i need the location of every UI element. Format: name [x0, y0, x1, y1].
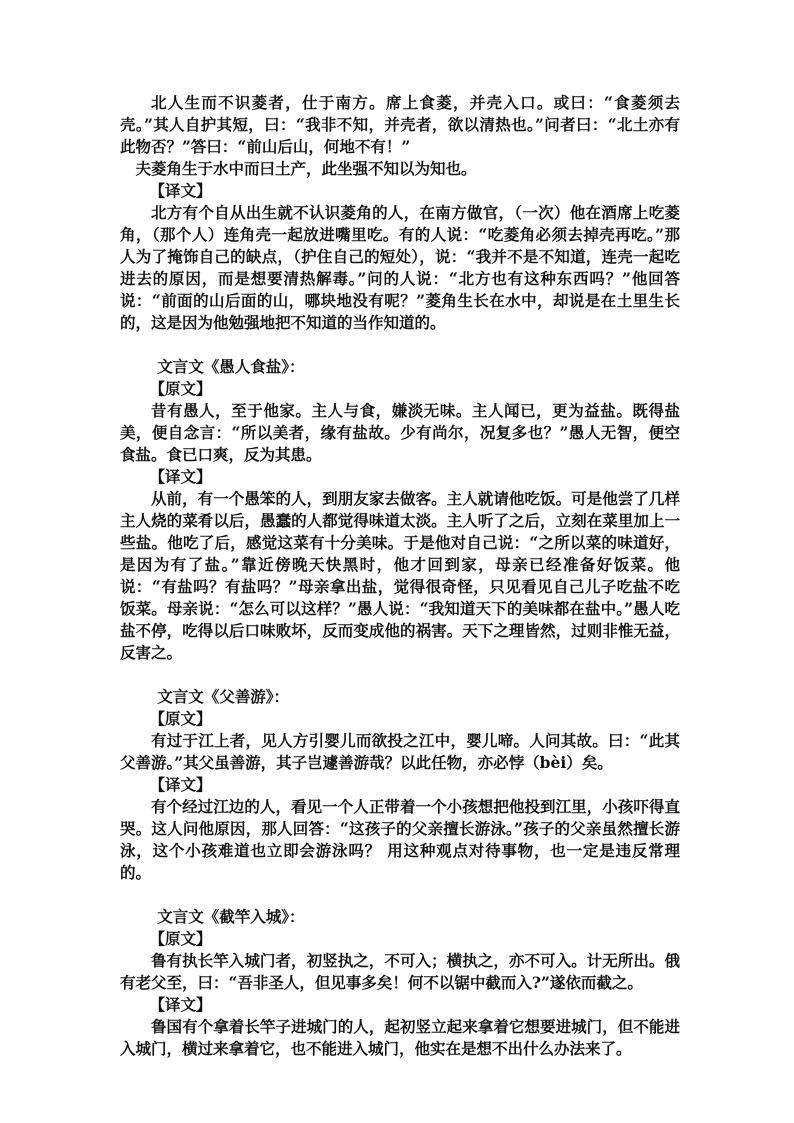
document-page	[120, 92, 680, 1060]
story3-original-paragraph: 有过于江上者，见人方引婴儿而欲投之江中，婴儿啼。人问其故。曰：“此其父善游。”其父虽善游，其子岂遽善游哉？以此任物，亦必悖（bèi）矣。	[120, 731, 680, 772]
section-spacer	[120, 334, 680, 356]
story3-translation-paragraph: 有个经过江边的人，看见一个人正带着一个小孩想把他投到江里，小孩吓得直哭。这人问他原因，那人回答：“这孩子的父亲擅长游泳。”孩子的父亲虽然擅长游泳，这个小孩难道也立即会游泳吗？ 用这种观点对待事物，也一定是违反常理的。	[120, 797, 680, 882]
section-spacer	[120, 664, 680, 686]
story4-original-paragraph: 鲁有执长竿入城门者，初竖执之，不可入；横执之，亦不可入。计无所出。俄有老父至，曰：“吾非圣人，但见事多矣！何不以锯中截而入?”遂依而截之。	[120, 951, 680, 992]
story2-translation-paragraph: 从前，有一个愚笨的人，到朋友家去做客。主人就请他吃饭。可是他尝了几样主人烧的菜肴以后，愚蠢的人都觉得味道太淡。主人听了之后，立刻在菜里加上一些盐。他吃了后，感觉这菜有十分美味。于是他对自己说：“之所以菜的味道好，是因为有了盐。”靠近傍晚天快黑时，他才回到家，母亲已经准备好饭菜。他说：“有盐吗？有盐吗？”母亲拿出盐，觉得很奇怪，只见看见自己儿子吃盐不吃饭菜。母亲说：“怎么可以这样？”愚人说：“我知道天下的美味都在盐中。”愚人吃盐不停，吃得以后口味败坏，反而变成他的祸害。天下之理皆然，过则非惟无益，反害之。	[120, 489, 680, 662]
story3-original-label: 【原文】	[149, 709, 212, 728]
story1-commentary-paragraph: 夫菱角生于水中而曰土产，此坐强不知以为知也。	[135, 159, 477, 178]
story2-translation-label: 【译文】	[149, 467, 212, 486]
story3-translation-label: 【译文】	[149, 775, 212, 794]
story1-original-paragraph: 北人生而不识菱者，仕于南方。席上食菱，并壳入口。或曰：“食菱须去壳。”其人自护其短，曰：“我非不知，并壳者，欲以清热也。”问者曰：“北土亦有此物否？”答曰：“前山后山，何地不有！”	[120, 93, 680, 156]
story4-title: 文言文《截竿入城》：	[157, 907, 305, 926]
story2-title: 文言文《愚人食盐》：	[157, 357, 305, 376]
story1-translation-label: 【译文】	[149, 181, 212, 200]
story2-original-paragraph: 昔有愚人，至于他家。主人与食，嫌淡无味。主人闻已，更为益盐。既得盐美，便自念言：“所以美者，缘有盐故。少有尚尔，况复多也？”愚人无智，便空食盐。食已口爽，反为其患。	[120, 401, 680, 464]
story4-original-label: 【原文】	[149, 929, 212, 948]
story1-translation-paragraph: 北方有个自从出生就不认识菱角的人，在南方做官，（一次）他在酒席上吃菱角，（那个人）连角壳一起放进嘴里吃。有的人说：“吃菱角必须去掉壳再吃。”那人为了掩饰自己的缺点，（护住自己的短处），说：“我并不是不知道，连壳一起吃进去的原因，而是想要清热解毒。”问的人说：“北方也有这种东西吗？”他回答说：“前面的山后面的山，哪块地没有呢？”菱角生长在水中，却说是在土里生长的，这是因为他勉强地把不知道的当作知道的。	[120, 203, 680, 332]
story2-original-label: 【原文】	[149, 379, 212, 398]
section-spacer	[120, 884, 680, 906]
story3-title: 文言文《父善游》：	[157, 687, 289, 706]
story4-translation-label: 【译文】	[149, 995, 212, 1014]
story4-translation-paragraph: 鲁国有个拿着长竿子进城门的人，起初竖立起来拿着它想要进城门，但不能进入城门，横过来拿着它，也不能进入城门，他实在是想不出什么办法来了。	[120, 1017, 680, 1058]
